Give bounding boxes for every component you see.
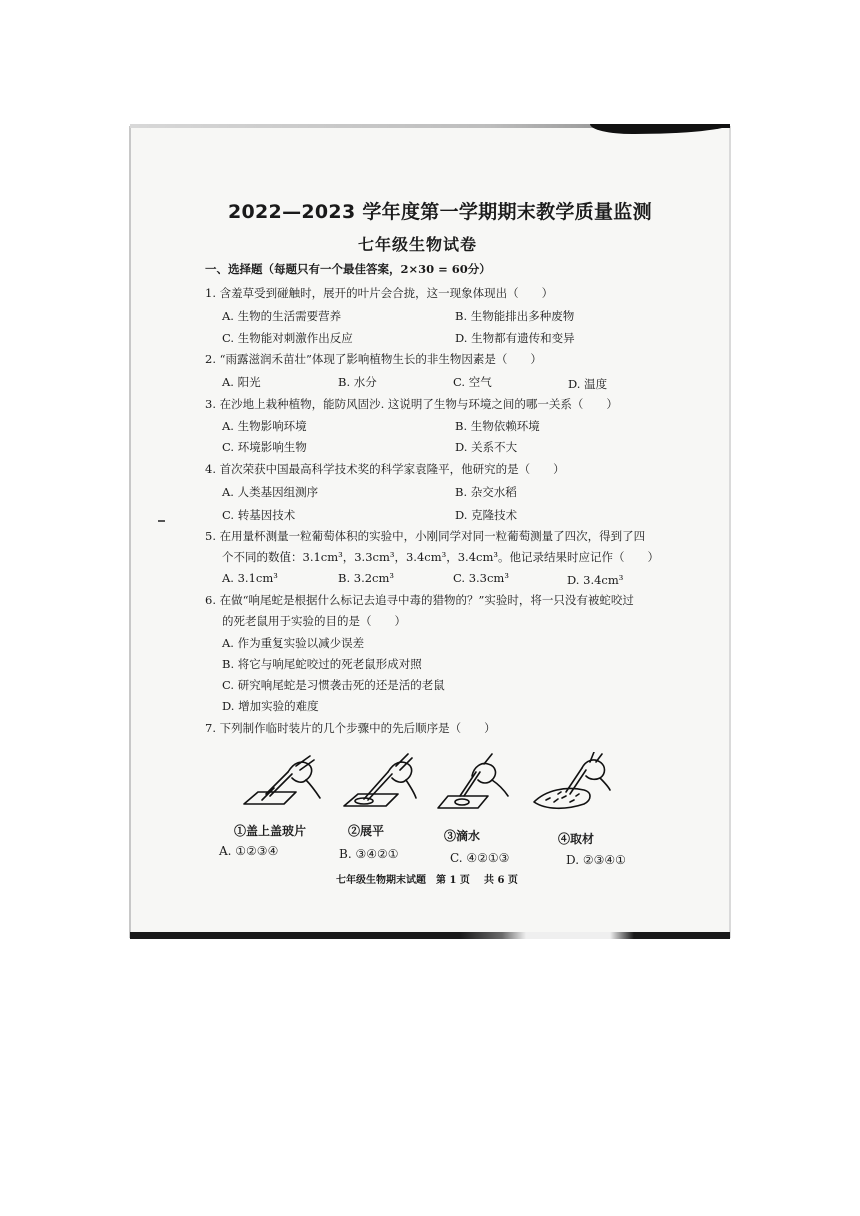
step-spread-drawing	[344, 754, 416, 806]
q4-option-c: C. 转基因技术	[222, 508, 296, 522]
q3-stem: 3. 在沙地上栽种植物，能防风固沙. 这说明了生物与环境之间的哪一关系（ ）	[205, 397, 618, 411]
q3-option-b: B. 生物依赖环境	[455, 419, 540, 433]
caption-spread: ②展平	[348, 824, 385, 838]
q2-option-c: C. 空气	[453, 375, 492, 389]
q7-option-b: B. ③④②①	[339, 847, 399, 861]
step-cover-slip-drawing	[244, 756, 320, 804]
q2-option-a: A. 阳光	[222, 375, 261, 389]
q3-option-a: A. 生物影响环境	[222, 419, 307, 433]
caption-cover-slip: ①盖上盖玻片	[234, 824, 307, 838]
q2-option-d: D. 温度	[568, 377, 608, 391]
q2-stem: 2. “雨露滋润禾苗壮”体现了影响植物生长的非生物因素是（ ）	[205, 352, 542, 366]
q2-option-b: B. 水分	[338, 375, 377, 389]
q1-option-a: A. 生物的生活需要营养	[222, 309, 342, 323]
exam-subtitle: 七年级生物试卷	[358, 235, 478, 254]
section-heading: 一、选择题（每题只有一个最佳答案，2×30 = 60分）	[205, 262, 491, 276]
q6-option-c: C. 研究响尾蛇是习惯袭击死的还是活的老鼠	[222, 678, 445, 692]
q1-option-d: D. 生物都有遗传和变异	[455, 331, 575, 345]
q1-stem: 1. 含羞草受到碰触时，展开的叶片会合拢，这一现象体现出（ ）	[205, 286, 554, 300]
q1-option-c: C. 生物能对刺激作出反应	[222, 331, 353, 345]
q4-option-d: D. 克隆技术	[455, 508, 518, 522]
q5-option-b: B. 3.2cm³	[338, 571, 395, 585]
q5-stem-line2: 个不同的数值：3.1cm³，3.3cm³，3.4cm³，3.4cm³。他记录结果时应记作（ ）	[222, 550, 659, 564]
sheet-bottom-shadow	[130, 932, 730, 939]
sheet-right-edge	[729, 126, 731, 938]
step-drop-water-drawing	[438, 754, 508, 808]
q5-option-a: A. 3.1cm³	[222, 571, 278, 585]
q5-option-c: C. 3.3cm³	[453, 571, 509, 585]
q7-stem: 7. 下列制作临时装片的几个步骤中的先后顺序是（ ）	[205, 721, 496, 735]
q7-option-a: A. ①②③④	[219, 844, 279, 858]
q3-option-c: C. 环境影响生物	[222, 440, 307, 454]
footer-total-pages: 共 6 页	[484, 875, 518, 886]
q1-option-b: B. 生物能排出多种废物	[455, 309, 575, 323]
caption-drop-water: ③滴水	[444, 829, 481, 843]
exam-title: 2022—2023 学年度第一学期期末教学质量监测	[228, 201, 652, 223]
footer-page-number: 第 1 页	[436, 875, 470, 886]
q6-option-a: A. 作为重复实验以减少误差	[222, 636, 365, 650]
caption-take-material: ④取材	[558, 832, 595, 846]
q4-option-b: B. 杂交水稻	[455, 485, 517, 499]
step-take-material-drawing	[534, 752, 610, 808]
footer-exam-name: 七年级生物期末试题	[336, 875, 426, 886]
q4-option-a: A. 人类基因组测序	[222, 485, 319, 499]
slide-preparation-figure	[236, 752, 626, 814]
q4-stem: 4. 首次荣获中国最高科学技术奖的科学家袁隆平，他研究的是（ ）	[205, 462, 565, 476]
sheet-left-edge	[129, 126, 131, 938]
q7-option-c: C. ④②①③	[450, 851, 510, 865]
q6-option-b: B. 将它与响尾蛇咬过的死老鼠形成对照	[222, 657, 422, 671]
q5-stem-line1: 5. 在用量杯测量一粒葡萄体积的实验中，小刚同学对同一粒葡萄测量了四次，得到了四	[205, 529, 646, 543]
q3-option-d: D. 关系不大	[455, 440, 518, 454]
q6-option-d: D. 增加实验的难度	[222, 699, 319, 713]
scan-mark	[158, 520, 165, 522]
q7-option-d: D. ②③④①	[566, 853, 626, 867]
q5-option-d: D. 3.4cm³	[567, 573, 624, 587]
q6-stem-line2: 的死老鼠用于实验的目的是（ ）	[222, 614, 406, 628]
q6-stem-line1: 6. 在做“响尾蛇是根据什么标记去追寻中毒的猎物的？”实验时，将一只没有被蛇咬过	[205, 593, 634, 607]
